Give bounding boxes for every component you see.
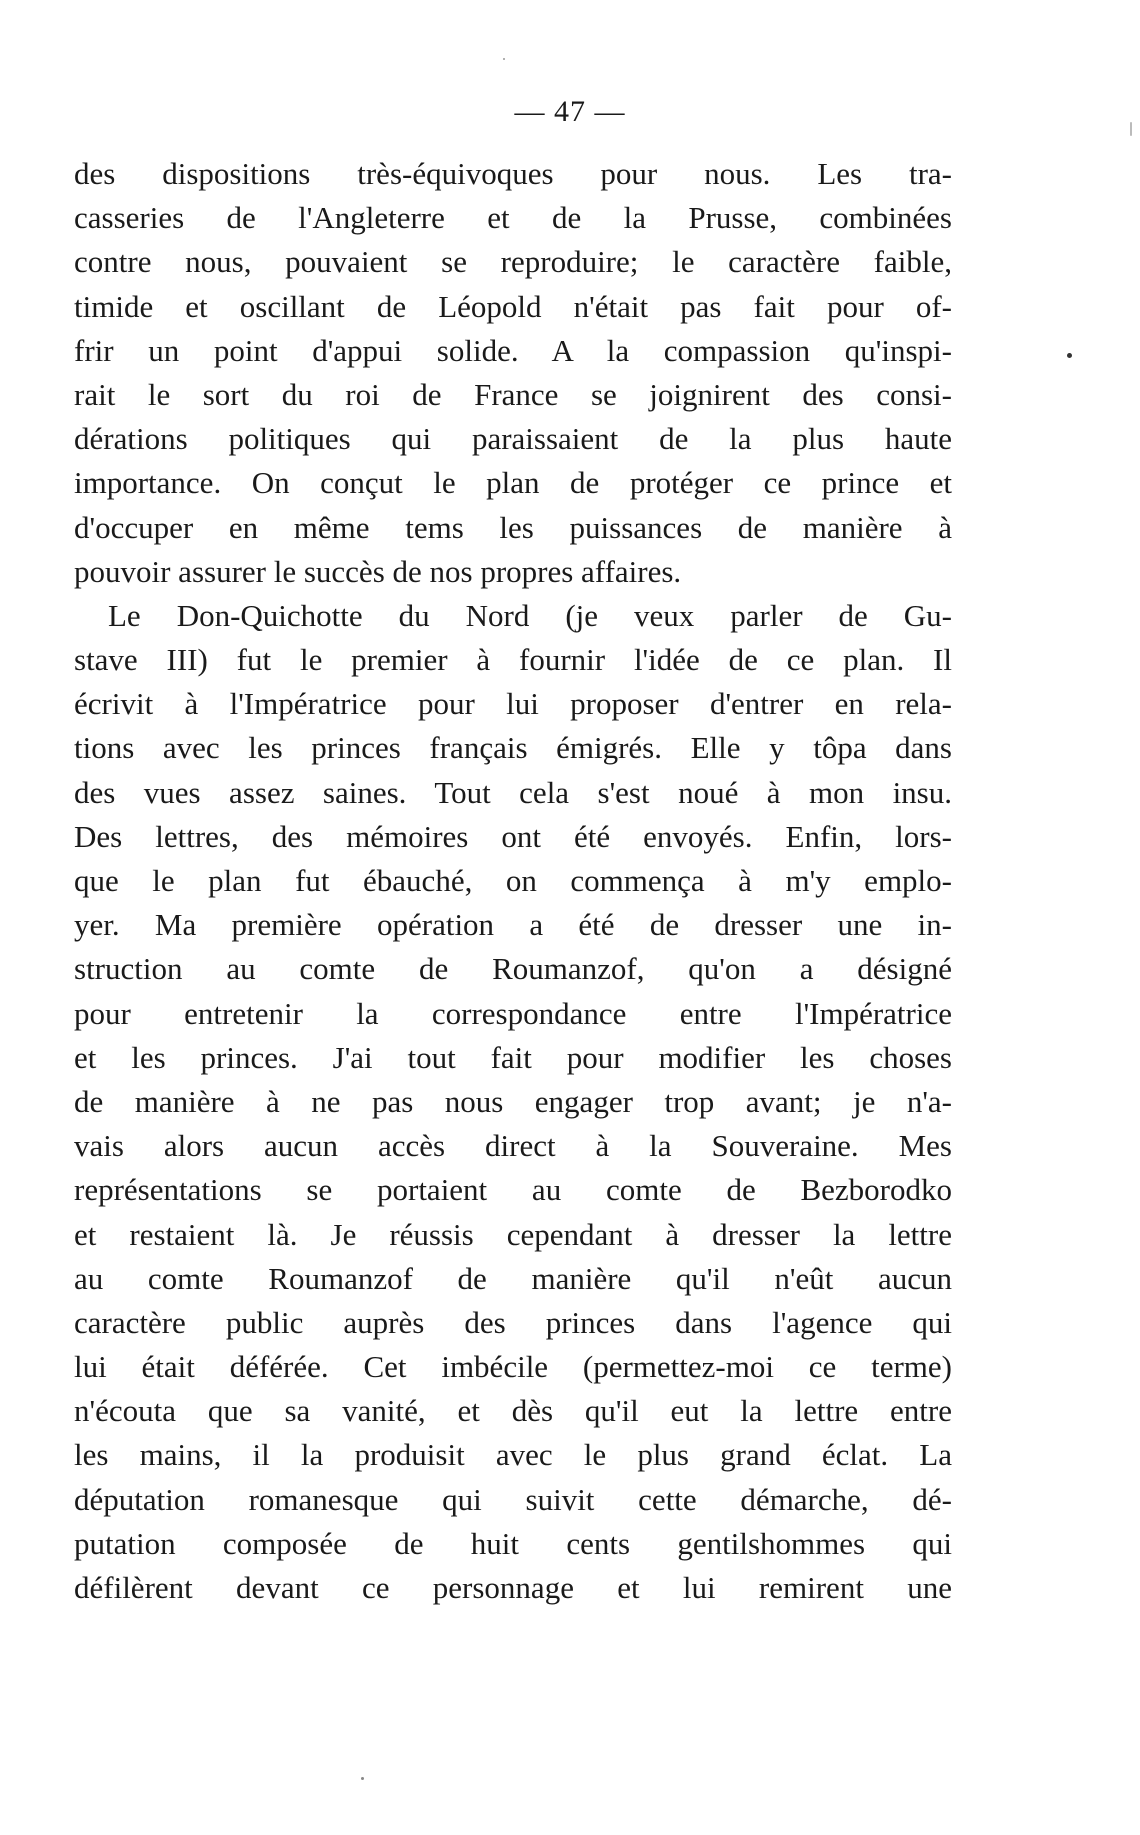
- text-line: de manière à ne pas nous engager trop avant; je n'a-: [74, 1083, 952, 1119]
- text-line: Des lettres, des mémoires ont été envoyés. Enfin, lors-: [74, 818, 952, 854]
- text-line: et restaient là. Je réussis cependant à dresser la lettre: [74, 1216, 952, 1252]
- body-text: [74, 152, 952, 1610]
- paragraph: [74, 152, 952, 594]
- text-line: députation romanesque qui suivit cette démarche, dé-: [74, 1481, 952, 1517]
- scan-speck: [1130, 122, 1132, 136]
- paragraph: [74, 594, 952, 1610]
- text-line: au comte Roumanzof de manière qu'il n'eût aucun: [74, 1260, 952, 1296]
- text-line: putation composée de huit cents gentilshommes qui: [74, 1525, 952, 1561]
- text-line: et les princes. J'ai tout fait pour modifier les choses: [74, 1039, 952, 1075]
- text-line: yer. Ma première opération a été de dresser une in-: [74, 907, 952, 943]
- text-line: stave III) fut le premier à fournir l'idée de ce plan. Il: [74, 642, 952, 678]
- text-line: pouvoir assurer le succès de nos propres affaires.: [74, 553, 682, 589]
- text-line: défilèrent devant ce personnage et lui remirent une: [74, 1570, 952, 1605]
- text-line: frir un point d'appui solide. A la compassion qu'inspi-: [74, 332, 952, 368]
- text-line: pour entretenir la correspondance entre l'Impératrice: [74, 995, 952, 1031]
- text-line: que le plan fut ébauché, on commença à m'y emplo-: [74, 863, 952, 898]
- scan-speck: [1067, 353, 1072, 358]
- text-line: Le Don-Quichotte du Nord (je veux parler de Gu-: [108, 597, 952, 633]
- text-line: écrivit à l'Impératrice pour lui proposer d'entrer en rela-: [74, 686, 952, 722]
- text-line: lui était déférée. Cet imbécile (permettez-moi ce terme): [74, 1349, 952, 1385]
- text-line: des dispositions très-équivoques pour nous. Les tra-: [74, 156, 952, 191]
- text-line: dérations politiques qui paraissaient de la plus haute: [74, 421, 952, 457]
- text-line: importance. On conçut le plan de protéger ce prince et: [74, 465, 952, 501]
- scan-speck: [503, 58, 505, 60]
- text-line: tions avec les princes français émigrés. Elle y tôpa dans: [74, 730, 952, 766]
- text-line: les mains, il la produisit avec le plus grand éclat. La: [74, 1437, 952, 1473]
- text-line: d'occuper en même tems les puissances de manière à: [74, 509, 952, 545]
- text-line: contre nous, pouvaient se reproduire; le caractère faible,: [74, 244, 952, 280]
- page-number: — 47 —: [514, 95, 626, 128]
- text-line: n'écouta que sa vanité, et dès qu'il eut la lettre entre: [74, 1393, 952, 1429]
- text-line: casseries de l'Angleterre et de la Prusse, combinées: [74, 200, 952, 236]
- text-line: caractère public auprès des princes dans l'agence qui: [74, 1304, 952, 1340]
- text-line: représentations se portaient au comte de Bezborodko: [74, 1172, 952, 1208]
- scan-speck: [361, 1777, 364, 1780]
- text-line: vais alors aucun accès direct à la Souveraine. Mes: [74, 1128, 952, 1164]
- text-line: struction au comte de Roumanzof, qu'on a désigné: [74, 951, 952, 987]
- text-line: rait le sort du roi de France se joignirent des consi-: [74, 376, 952, 412]
- text-line: des vues assez saines. Tout cela s'est noué à mon insu.: [74, 774, 952, 810]
- text-line: timide et oscillant de Léopold n'était pas fait pour of-: [74, 288, 952, 324]
